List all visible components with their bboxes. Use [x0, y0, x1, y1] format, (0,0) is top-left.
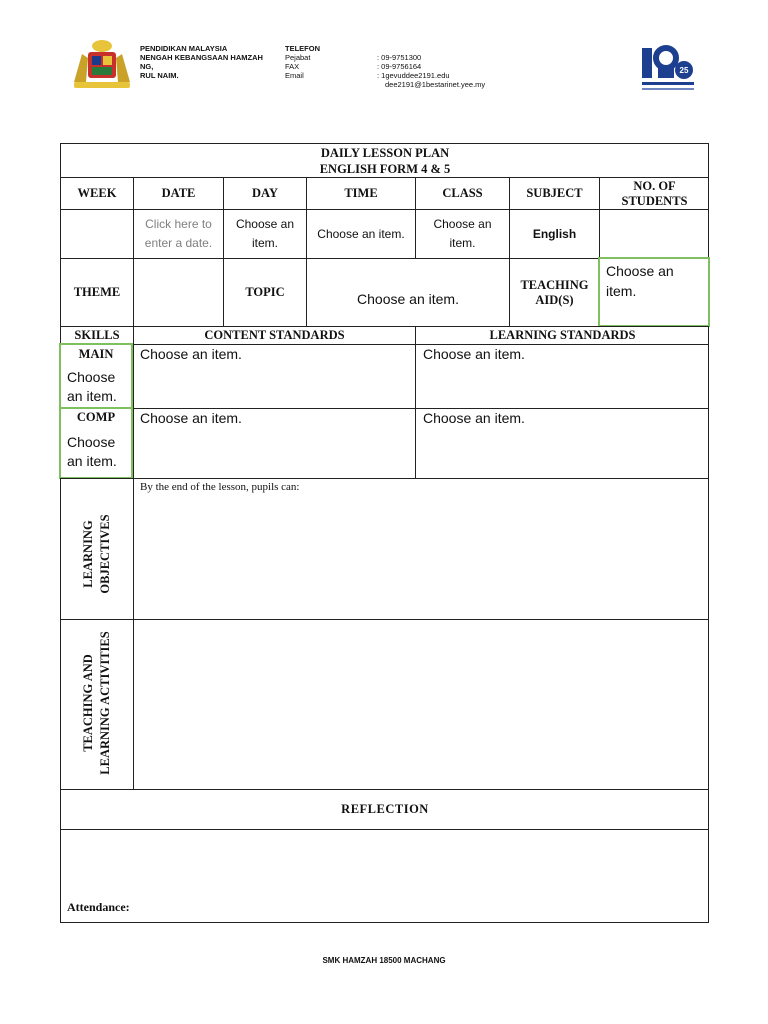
comp-content-standard-dropdown[interactable] [133, 408, 415, 478]
contact-value: : 09-9751300 [377, 53, 422, 62]
school-footer: SMK HAMZAH 18500 MACHANG [322, 956, 446, 965]
comp-learning-standard-dropdown[interactable] [415, 408, 709, 478]
main-learning-standard-value: Choose an item. [423, 346, 525, 362]
contact-title: TELEFON [285, 44, 320, 53]
org-line: RUL NAIM. [140, 71, 179, 80]
contact-labels [285, 44, 320, 80]
contact-value: : 1gevuddee2191.edu [377, 71, 450, 80]
students-value-field[interactable] [599, 209, 709, 258]
header-students-line2: STUDENTS [621, 193, 688, 208]
comp-content-standard-value: Choose an item. [140, 410, 242, 426]
content-standards-label: CONTENT STANDARDS [133, 326, 415, 344]
contact-values [377, 53, 485, 89]
week-value-field[interactable] [60, 209, 133, 258]
plan-title [60, 143, 709, 177]
header-date: DATE [133, 177, 223, 209]
teaching-aid-value: Choose an item. [606, 263, 674, 299]
topic-dropdown[interactable]: Choose an item. [306, 258, 509, 326]
contact-label: Pejabat [285, 53, 311, 62]
time-dropdown[interactable]: Choose an item. [306, 209, 415, 258]
teaching-learning-activities-label [80, 623, 114, 783]
main-skill-dropdown[interactable] [59, 343, 133, 409]
main-skill-value: Choose an item. [67, 369, 117, 404]
contact-label: FAX [285, 62, 300, 71]
objectives-label-line1: LEARNING [81, 520, 95, 588]
class-dropdown[interactable]: Choose an item. [415, 209, 509, 258]
theme-label: THEME [60, 258, 133, 326]
main-content-standard-dropdown[interactable] [133, 344, 415, 408]
skills-label: SKILLS [60, 326, 133, 344]
ministry-25-logo-icon [638, 42, 698, 98]
learning-standards-label: LEARNING STANDARDS [415, 326, 709, 344]
teaching-aid-label-line2: AID(S) [535, 292, 574, 307]
topic-label: TOPIC [223, 258, 306, 326]
teaching-aid-dropdown[interactable] [598, 257, 710, 327]
malaysia-coat-of-arms-icon [68, 38, 136, 94]
day-dropdown[interactable]: Choose an item. [223, 209, 306, 258]
org-line: NENGAH KEBANGSAAN HAMZAH [140, 53, 263, 62]
header-day: DAY [223, 177, 306, 209]
logo-number: 25 [679, 66, 689, 75]
activities-label-line2: LEARNING ACTIVITIES [98, 631, 112, 775]
subject-value: English [509, 209, 599, 258]
teaching-aid-label-line1: TEACHING [520, 277, 589, 292]
teaching-aid-label [509, 258, 599, 326]
header-week: WEEK [60, 177, 133, 209]
header-class: CLASS [415, 177, 509, 209]
teaching-learning-activities-field[interactable] [133, 619, 709, 789]
learning-objectives-label [80, 494, 114, 614]
contact-label: Email [285, 71, 304, 80]
header-students-line1: NO. OF [633, 178, 676, 193]
comp-learning-standard-value: Choose an item. [423, 410, 525, 426]
reflection-field[interactable] [60, 829, 709, 923]
reflection-label: REFLECTION [60, 789, 709, 829]
contact-value: : 09-9756164 [377, 62, 422, 71]
plan-title-line1: DAILY LESSON PLAN [320, 145, 450, 160]
contact-value: dee2191@1bestarinet.yee.my [385, 80, 486, 89]
header-students [599, 177, 709, 209]
header-subject: SUBJECT [509, 177, 599, 209]
header-time: TIME [306, 177, 415, 209]
main-label: MAIN [78, 347, 114, 361]
theme-value-field[interactable] [133, 258, 223, 326]
org-line: PENDIDIKAN MALAYSIA [140, 44, 228, 53]
objectives-label-line2: OBJECTIVES [98, 514, 112, 594]
comp-skill-dropdown[interactable] [59, 407, 133, 479]
comp-skill-value: Choose an item. [67, 434, 117, 469]
learning-objectives-field[interactable] [133, 478, 709, 619]
school-address [140, 44, 263, 80]
main-learning-standard-dropdown[interactable] [415, 344, 709, 408]
plan-title-line2: ENGLISH FORM 4 & 5 [319, 161, 451, 176]
date-picker-field[interactable]: Click here to enter a date. [133, 209, 223, 258]
comp-label: COMP [76, 410, 116, 424]
objectives-intro-text: By the end of the lesson, pupils can: [140, 481, 300, 493]
activities-label-line1: TEACHING AND [81, 654, 95, 752]
main-content-standard-value: Choose an item. [140, 346, 242, 362]
attendance-label: Attendance: [67, 900, 130, 914]
org-line: NG, [140, 62, 154, 71]
